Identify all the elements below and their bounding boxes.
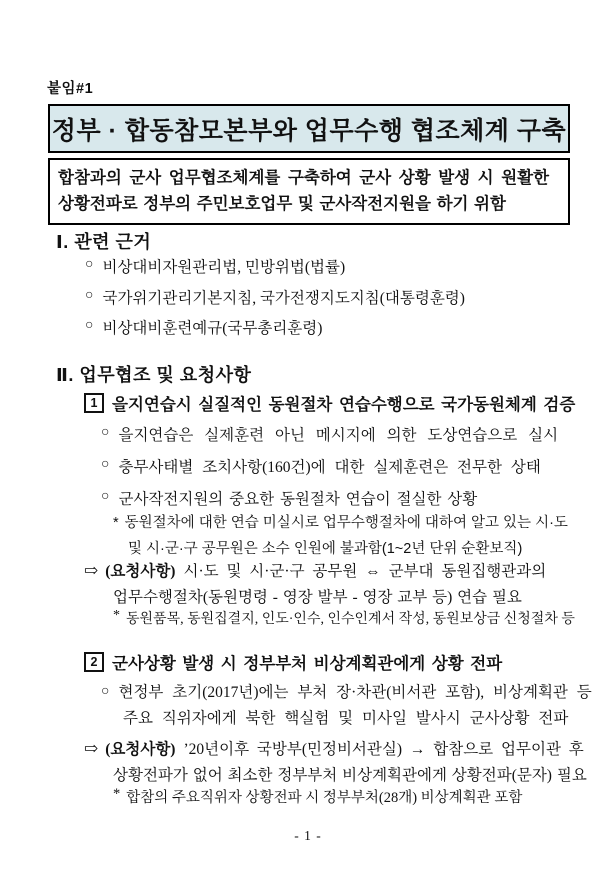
list-item xyxy=(101,680,592,732)
page-number: - 1 - xyxy=(294,828,322,843)
footnote-line-1: 동원절차에 대한 연습 미실시로 업무수행절차에 대하여 알고 있는 시·도 xyxy=(124,515,568,531)
circle-bullet-marker: ○ xyxy=(101,489,110,504)
request-label: (요청사항) xyxy=(105,563,176,580)
asterisk-marker: * xyxy=(113,786,121,802)
asterisk-marker: * xyxy=(113,608,120,623)
list-item-text: 비상대비훈련예규(국무총리훈령) xyxy=(102,320,323,337)
request-paragraph xyxy=(84,737,587,789)
request-line-2: 상황전파가 없어 최소한 정부부처 비상계획관에게 상황전파(문자) 필요 xyxy=(113,767,587,784)
circle-bullet-marker: ○ xyxy=(85,318,94,333)
list-item xyxy=(101,423,558,445)
list-item-text: 비상대비자원관리법, 민방위법(법률) xyxy=(102,259,346,276)
circle-bullet-marker: ○ xyxy=(101,684,110,699)
attachment-label: 붙임#1 xyxy=(47,81,94,97)
summary-line-1: 합참과의 군사 업무협조체계를 구축하여 군사 상황 발생 시 원활한 xyxy=(58,169,550,187)
list-item-line-1: 현정부 초기(2017년)에는 부처 장·차관(비서관 포함), 비상계획관 등 xyxy=(118,684,592,701)
list-item xyxy=(85,316,322,338)
footnote xyxy=(113,786,522,807)
item1-heading-text: 을지연습시 실질적인 동원절차 연습수행으로 국가동원체계 검증 xyxy=(112,396,576,414)
right-arrow-marker: ⇨ xyxy=(84,561,99,580)
list-item xyxy=(101,455,541,477)
list-item-text: 을지연습은 실제훈련 아닌 메시지에 의한 도상연습으로 실시 xyxy=(118,427,559,444)
list-item-text: 국가위기관리기본지침, 국가전쟁지도지침(대통령훈령) xyxy=(102,290,465,307)
circle-bullet-marker: ○ xyxy=(101,425,110,440)
summary-box xyxy=(48,158,570,225)
item1-heading xyxy=(84,391,575,415)
footnote-line-2: 및 시·군·구 공무원은 소수 인원에 불과함(1~2년 단위 순환보직) xyxy=(128,541,523,557)
footnote xyxy=(113,510,568,562)
list-item-text: 충무사태별 조치사항(160건)에 대한 실제훈련은 전무한 상태 xyxy=(118,459,541,476)
request-label: (요청사항) xyxy=(105,741,176,758)
title-box xyxy=(48,104,570,153)
asterisk-marker: * xyxy=(113,515,119,531)
circle-bullet-marker: ○ xyxy=(85,257,94,272)
section2-heading: Ⅱ. 업무협조 및 요청사항 xyxy=(56,365,252,385)
section1-heading: Ⅰ. 관련 근거 xyxy=(56,232,152,252)
list-item-text: 군사작전지원의 중요한 동원절차 연습이 절실한 상황 xyxy=(118,491,478,508)
footnote-text: 동원품목, 동원집결지, 인도·인수, 인수인계서 작성, 동원보상금 신청절차 등 xyxy=(126,612,575,627)
item2-heading xyxy=(84,650,502,674)
circle-bullet-marker: ○ xyxy=(85,288,94,303)
footnote xyxy=(113,608,575,628)
request-line-2: 업무수행절차(동원명령 - 영장 발부 - 영장 교부 등) 연습 필요 xyxy=(113,589,522,606)
circle-bullet-marker: ○ xyxy=(101,457,110,472)
list-item xyxy=(101,487,477,509)
summary-line-2: 상황전파로 정부의 주민보호업무 및 군사작전지원을 하기 위함 xyxy=(58,195,506,213)
footnote-text: 합참의 주요직위자 상황전파 시 정부부처(28개) 비상계획관 포함 xyxy=(126,790,523,806)
item2-heading-text: 군사상황 발생 시 정부부처 비상계획관에게 상황 전파 xyxy=(112,655,503,673)
request-paragraph xyxy=(84,559,546,611)
boxed-number-1: 1 xyxy=(84,393,104,413)
request-line-1: ’20년이후 국방부(민정비서관실) → 합참으로 업무이관 후 xyxy=(183,741,584,758)
list-item xyxy=(85,286,465,308)
right-arrow-marker: ⇨ xyxy=(84,739,99,758)
list-item-line-2: 주요 직위자에게 북한 핵실험 및 미사일 발사시 군사상황 전파 xyxy=(123,710,569,727)
page-title: 정부 · 합동참모본부와 업무수행 협조체계 구축 xyxy=(51,116,567,145)
boxed-number-2: 2 xyxy=(84,652,104,672)
list-item xyxy=(85,255,345,277)
request-line-1: 시·도 및 시·군·구 공무원 ⇔ 군부대 동원집행관과의 xyxy=(183,563,547,580)
